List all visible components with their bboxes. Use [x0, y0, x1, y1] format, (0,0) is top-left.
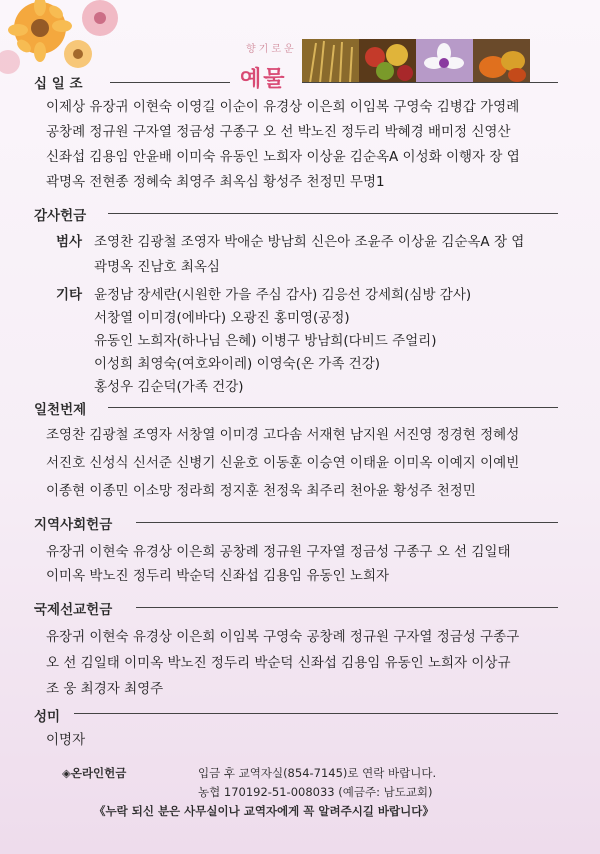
section-divider	[136, 522, 558, 523]
section-title-seongmi: 성미	[34, 709, 61, 725]
name-row: 신좌섭 김용임 안윤배 이미숙 유동인 노희자 이상윤 김순옥A 이성화 이행자 장 엽	[46, 149, 520, 165]
fruit-basket-photo	[359, 39, 416, 83]
sub-label-beomsa: 범사	[56, 234, 83, 250]
name-row: 이성희 최영숙(여호와이레) 이영숙(온 가족 건강)	[94, 356, 381, 372]
section-title-mission: 국제선교헌금	[34, 602, 113, 618]
header-photo-strip	[302, 39, 530, 83]
wheat-photo	[302, 39, 359, 83]
name-row: 유장귀 이현숙 유경상 이은희 공창례 정규원 구자열 정금성 구종구 오 선 김일태	[46, 544, 511, 560]
name-row: 곽명옥 진남호 최옥심	[94, 259, 220, 275]
flower-cluster-icon	[0, 0, 140, 78]
section-divider	[108, 407, 558, 408]
name-row: 홍성우 김순덕(가족 건강)	[94, 379, 244, 395]
name-row: 서창열 이미경(에바다) 오광진 홍미영(공정)	[94, 310, 350, 326]
section-divider	[110, 82, 230, 83]
pumpkin-photo	[473, 39, 530, 83]
section-title-thanks: 감사헌금	[34, 208, 87, 224]
name-row: 공창례 정규원 구자열 정금성 구종구 오 선 박노진 정두리 박혜경 배미정 신영산	[46, 124, 511, 140]
header-subtitle: 향기로운	[246, 44, 297, 55]
name-row: 이명자	[46, 732, 86, 748]
name-row: 이종현 이종민 이소망 정라희 정지훈 천정욱 최주리 천아윤 황성주 천정민	[46, 483, 476, 499]
name-row: 유동인 노희자(하나님 은혜) 이병구 방남희(다비드 주얼리)	[94, 333, 437, 349]
name-row: 유장귀 이현숙 유경상 이은희 이임복 구영숙 공창례 정규원 구자열 정금성 구종구	[46, 629, 520, 645]
section-title-tithe: 십 일 조	[34, 76, 83, 92]
name-row: 조영찬 김광철 조영자 박애순 방남희 신은아 조윤주 이상윤 김순옥A 장 엽	[94, 234, 525, 250]
name-row: 이제상 유장귀 이현숙 이영길 이순이 유경상 이은희 이임복 구영숙 김병갑 가영례	[46, 99, 520, 115]
section-title-local: 지역사회헌금	[34, 517, 113, 533]
name-row: 오 선 김일태 이미옥 박노진 정두리 박순덕 신좌섭 김용임 유동인 노희자 이상규	[46, 655, 511, 671]
section-divider	[108, 213, 558, 214]
name-row: 윤정남 장세란(시원한 가을 주심 감사) 김응선 강세희(심방 감사)	[94, 287, 472, 303]
notice-text: 《누락 되신 분은 사무실이나 교역자에게 꼭 알려주시길 바랍니다》	[94, 804, 434, 818]
name-row: 서진호 신성식 신서준 신병기 신윤호 이동훈 이승연 이태윤 이미옥 이예지 이예빈	[46, 455, 520, 471]
header-title: 예물	[240, 67, 287, 92]
name-row: 이미옥 박노진 정두리 박순덕 신좌섭 김용임 유동인 노희자	[46, 568, 390, 584]
section-divider	[74, 713, 558, 714]
section-divider	[302, 82, 558, 83]
orchid-photo	[416, 39, 473, 83]
name-row: 곽명옥 전현종 정혜숙 최영주 최옥심 황성주 천정민 무명1	[46, 174, 385, 190]
section-title-ilcheon: 일천번제	[34, 402, 87, 418]
online-offering-instructions: 입금 후 교역자실(854-7145)로 연락 바랍니다.	[198, 766, 437, 780]
online-offering-label: ◈온라인헌금	[62, 766, 127, 780]
section-divider	[136, 607, 558, 608]
bank-account-info: 농협 170192-51-008033 (예금주: 남도교회)	[198, 785, 433, 799]
name-row: 조 웅 최경자 최영주	[46, 681, 164, 697]
sub-label-gita: 기타	[56, 287, 83, 303]
name-row: 조영찬 김광철 조영자 서창열 이미경 고다솜 서재현 남지원 서진영 정경현 정혜성	[46, 427, 520, 443]
